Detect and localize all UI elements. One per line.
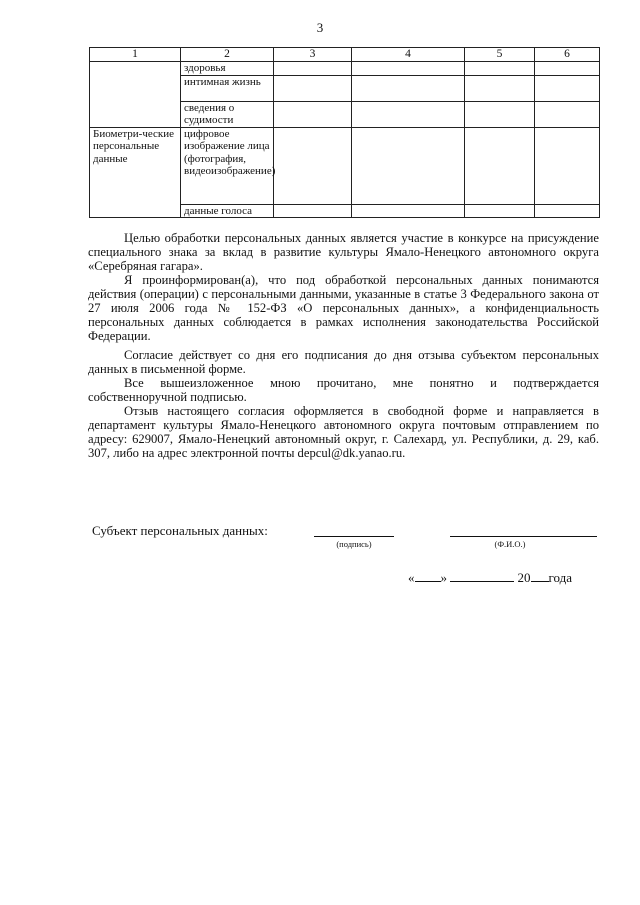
paragraph-informed: Я проинформирован(а), что под обработкой персональных данных понимаются действия (операции) с персональными данными, указанные в статье 3 Федерального закона от 27 июля 2006 года № 152-ФЗ «О персональных данных», а конфиденциальность персональных данных соблюдается в рамках исполнения законодательства Российской Федерации. bbox=[88, 273, 599, 343]
category-cell: Биометри-ческие персональные данные bbox=[90, 127, 181, 218]
empty-cell bbox=[352, 101, 465, 127]
name-line bbox=[450, 536, 597, 537]
table-row bbox=[90, 62, 600, 76]
column-header: 5 bbox=[465, 48, 535, 62]
name-caption: (Ф.И.О.) bbox=[494, 539, 526, 549]
date-close-quote: » bbox=[440, 570, 447, 585]
empty-cell bbox=[352, 204, 465, 218]
signature-line bbox=[314, 536, 394, 537]
year-blank bbox=[531, 571, 549, 582]
table-header-row bbox=[90, 48, 600, 62]
empty-cell bbox=[274, 75, 352, 101]
paragraph-validity: Согласие действует со дня его подписания до дня отзыва субъектом персональных данных в письменной форме. bbox=[88, 348, 599, 376]
data-item-cell: данные голоса bbox=[181, 204, 274, 218]
empty-cell bbox=[465, 127, 535, 204]
empty-cell bbox=[274, 62, 352, 76]
empty-cell bbox=[535, 127, 600, 204]
data-item-cell: сведения о судимости bbox=[181, 101, 274, 127]
empty-cell bbox=[465, 75, 535, 101]
page-number: 3 bbox=[316, 20, 324, 35]
empty-cell bbox=[535, 62, 600, 76]
signature-label: Субъект персональных данных: bbox=[92, 523, 268, 538]
empty-cell bbox=[274, 127, 352, 204]
category-cell bbox=[90, 62, 181, 128]
paragraph-withdrawal: Отзыв настоящего согласия оформляется в свободной форме и направляется в департамент культуры Ямало-Ненецкого автономного округа почтовым отправлением по адресу: 629007, Ямало-Ненецкий автономный округ, г. Салехард, ул. Республики, д. 29, каб. 307, либо на адрес электронной почты depcul@dk.yanao.ru. bbox=[88, 404, 599, 460]
column-header: 2 bbox=[181, 48, 274, 62]
paragraph-confirmation: Все вышеизложенное мною прочитано, мне понятно и подтверждается собственноручной подписью. bbox=[88, 376, 599, 404]
empty-cell bbox=[535, 101, 600, 127]
column-header: 6 bbox=[535, 48, 600, 62]
year-prefix: 20 bbox=[517, 570, 531, 585]
table-row bbox=[90, 127, 600, 204]
data-item-cell: цифровое изображение лица (фотография, видеоизображение) bbox=[181, 127, 274, 204]
empty-cell bbox=[535, 204, 600, 218]
signature-caption: (подпись) bbox=[336, 539, 372, 549]
column-header: 4 bbox=[352, 48, 465, 62]
personal-data-table bbox=[89, 47, 600, 218]
empty-cell bbox=[352, 127, 465, 204]
column-header: 3 bbox=[274, 48, 352, 62]
empty-cell bbox=[465, 204, 535, 218]
column-header: 1 bbox=[90, 48, 181, 62]
empty-cell bbox=[465, 62, 535, 76]
paragraph-purpose: Целью обработки персональных данных является участие в конкурсе на присуждение специального знака за вклад в развитие культуры Ямало-Ненецкого автономного округа «Серебряная гагара». bbox=[88, 231, 599, 273]
empty-cell bbox=[274, 204, 352, 218]
empty-cell bbox=[274, 101, 352, 127]
date-line bbox=[408, 570, 600, 585]
month-blank bbox=[450, 571, 514, 582]
year-suffix: года bbox=[548, 570, 573, 585]
empty-cell bbox=[352, 75, 465, 101]
data-item-cell: здоровья bbox=[181, 62, 274, 76]
date-open-quote: « bbox=[408, 570, 415, 585]
day-blank bbox=[415, 571, 441, 582]
empty-cell bbox=[352, 62, 465, 76]
empty-cell bbox=[465, 101, 535, 127]
data-item-cell: интимная жизнь bbox=[181, 75, 274, 101]
empty-cell bbox=[535, 75, 600, 101]
